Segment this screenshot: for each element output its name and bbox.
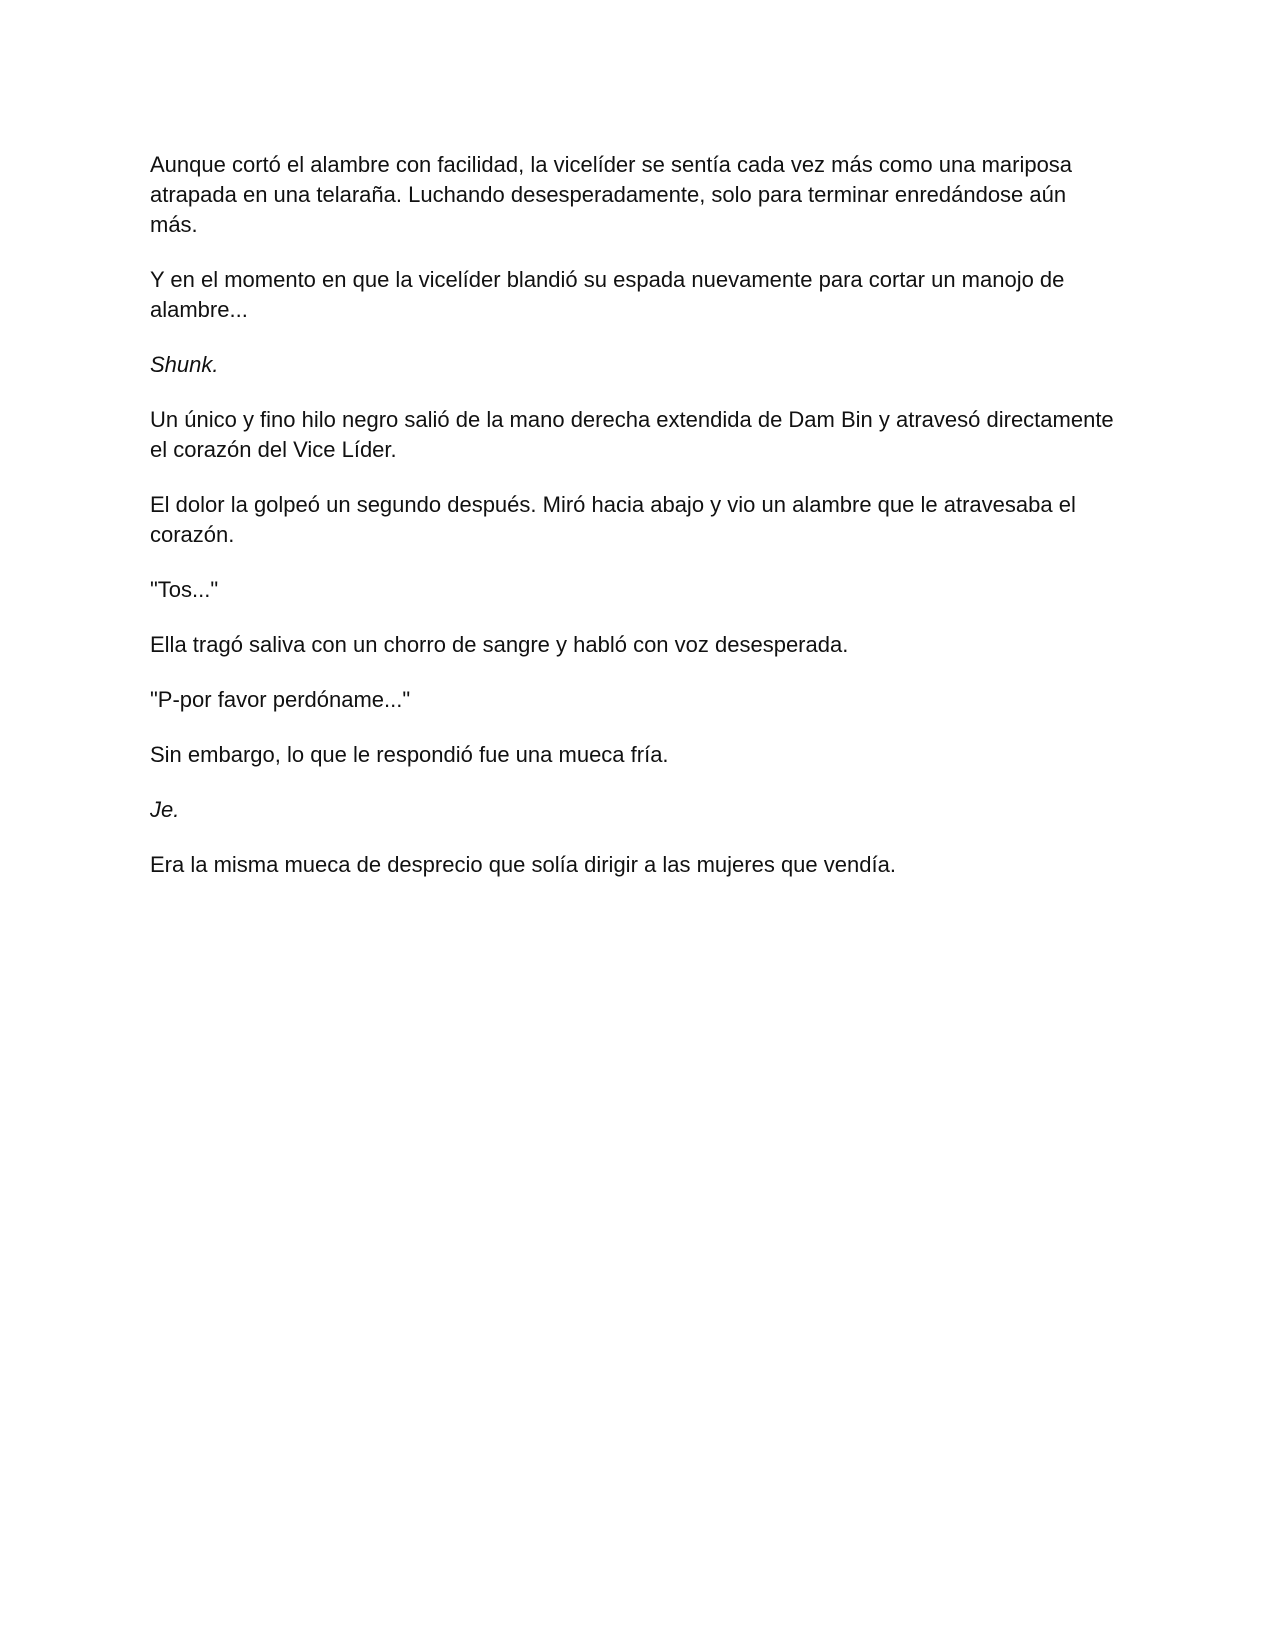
paragraph: Un único y fino hilo negro salió de la mano derecha extendida de Dam Bin y atravesó directamente el corazón del Vice Líder. <box>150 407 1114 462</box>
paragraph: El dolor la golpeó un segundo después. Miró hacia abajo y vio un alambre que le atravesaba el corazón. <box>150 492 1076 547</box>
paragraph: Y en el momento en que la vicelíder blandió su espada nuevamente para cortar un manojo de alambre... <box>150 267 1065 322</box>
paragraph-dialogue: "P-por favor perdóname..." <box>150 687 411 712</box>
paragraph: Era la misma mueca de desprecio que solía dirigir a las mujeres que vendía. <box>150 852 896 877</box>
paragraph: Ella tragó saliva con un chorro de sangre y habló con voz desesperada. <box>150 632 849 657</box>
paragraph: Sin embargo, lo que le respondió fue una mueca fría. <box>150 742 669 767</box>
paragraph-sound-effect: Je. <box>150 797 180 822</box>
paragraph: Aunque cortó el alambre con facilidad, la vicelíder se sentía cada vez más como una mariposa atrapada en una telaraña. Luchando desesperadamente, solo para terminar enredándose aún más. <box>150 152 1073 237</box>
paragraph-sound-effect: Shunk. <box>150 352 219 377</box>
document-body <box>150 150 1115 905</box>
paragraph-dialogue: "Tos..." <box>150 577 219 602</box>
